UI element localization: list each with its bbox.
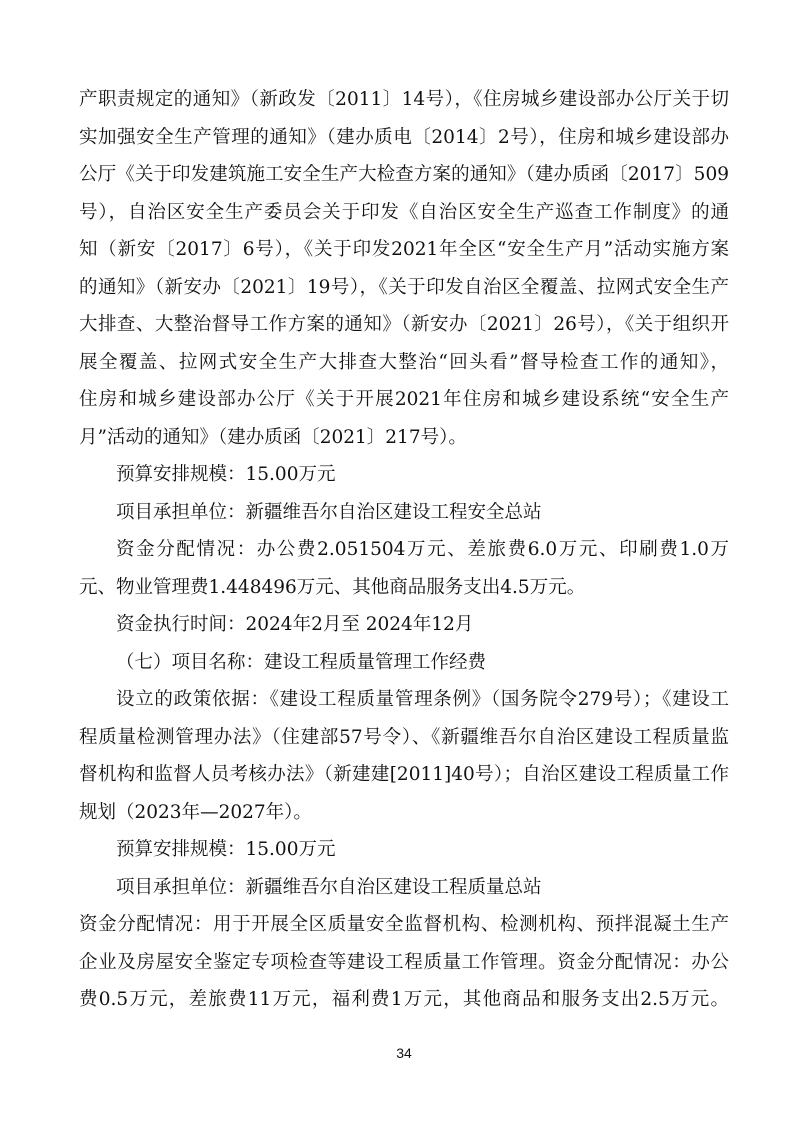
text-line: 企业及房屋安全鉴定专项检查等建设工程质量工作管理。资金分配情况：办公	[79, 951, 729, 973]
text-line: 实加强安全生产管理的通知》（建办质电〔2014〕2号），住房和城乡建设部办	[79, 126, 729, 148]
text-line: 项目承担单位：新疆维吾尔自治区建设工程质量总站	[116, 876, 542, 898]
text-line: 产职责规定的通知》（新政发〔2011〕14号），《住房城乡建设部办公厅关于切	[79, 89, 729, 110]
text-line: 大排查、大整治督导工作方案的通知》（新安办〔2021〕26号），《关于组织开	[79, 314, 729, 335]
text-line: 展全覆盖、拉网式安全生产大排查大整治“回头看”督导检查工作的通知》，	[79, 351, 729, 373]
text-line: 预算安排规模：15.00万元	[116, 839, 336, 860]
text-line: 预算安排规模：15.00万元	[116, 464, 336, 485]
text-line: 程质量检测管理办法》（住建部57号令）、《新疆维吾尔自治区建设工程质量监	[79, 726, 729, 748]
text-line: 资金分配情况：办公费2.051504万元、差旅费6.0万元、印刷费1.0万	[116, 539, 729, 560]
document-body	[79, 81, 729, 1019]
text-line: 资金分配情况：用于开展全区质量安全监督机构、检测机构、预拌混凝土生产	[79, 914, 729, 935]
text-line: 的通知》（新安办〔2021〕19号），《关于印发自治区全覆盖、拉网式安全生产	[79, 276, 729, 298]
text-line: 号），自治区安全生产委员会关于印发《自治区安全生产巡查工作制度》的通	[79, 201, 729, 223]
text-line: 知（新安〔2017〕6号），《关于印发2021年全区“安全生产月”活动实施方案	[79, 239, 729, 260]
text-line: 设立的政策依据：《建设工程质量管理条例》（国务院令279号）；《建设工	[116, 689, 729, 710]
text-line: 费0.5万元，差旅费11万元，福利费1万元，其他商品和服务支出2.5万元。	[79, 989, 729, 1010]
text-line: 督机构和监督人员考核办法》（新建建[2011]40号）；自治区建设工程质量工作	[79, 764, 729, 785]
text-line: 公厅《关于印发建筑施工安全生产大检查方案的通知》（建办质函〔2017〕509	[79, 164, 729, 185]
text-line: 项目承担单位：新疆维吾尔自治区建设工程安全总站	[116, 501, 542, 523]
text-line: 资金执行时间：2024年2月至 2024年12月	[116, 614, 474, 635]
text-line: 月”活动的通知》（建办质函〔2021〕217号）。	[79, 426, 467, 448]
text-line: 元、物业管理费1.448496万元、其他商品服务支出4.5万元。	[79, 576, 586, 598]
text-line: 规划（2023年—2027年）。	[79, 801, 312, 823]
text-line: （七）项目名称：建设工程质量管理工作经费	[116, 651, 487, 673]
text-line: 住房和城乡建设部办公厅《关于开展2021年住房和城乡建设系统“安全生产	[79, 389, 729, 410]
page-number: 34	[396, 1045, 412, 1061]
